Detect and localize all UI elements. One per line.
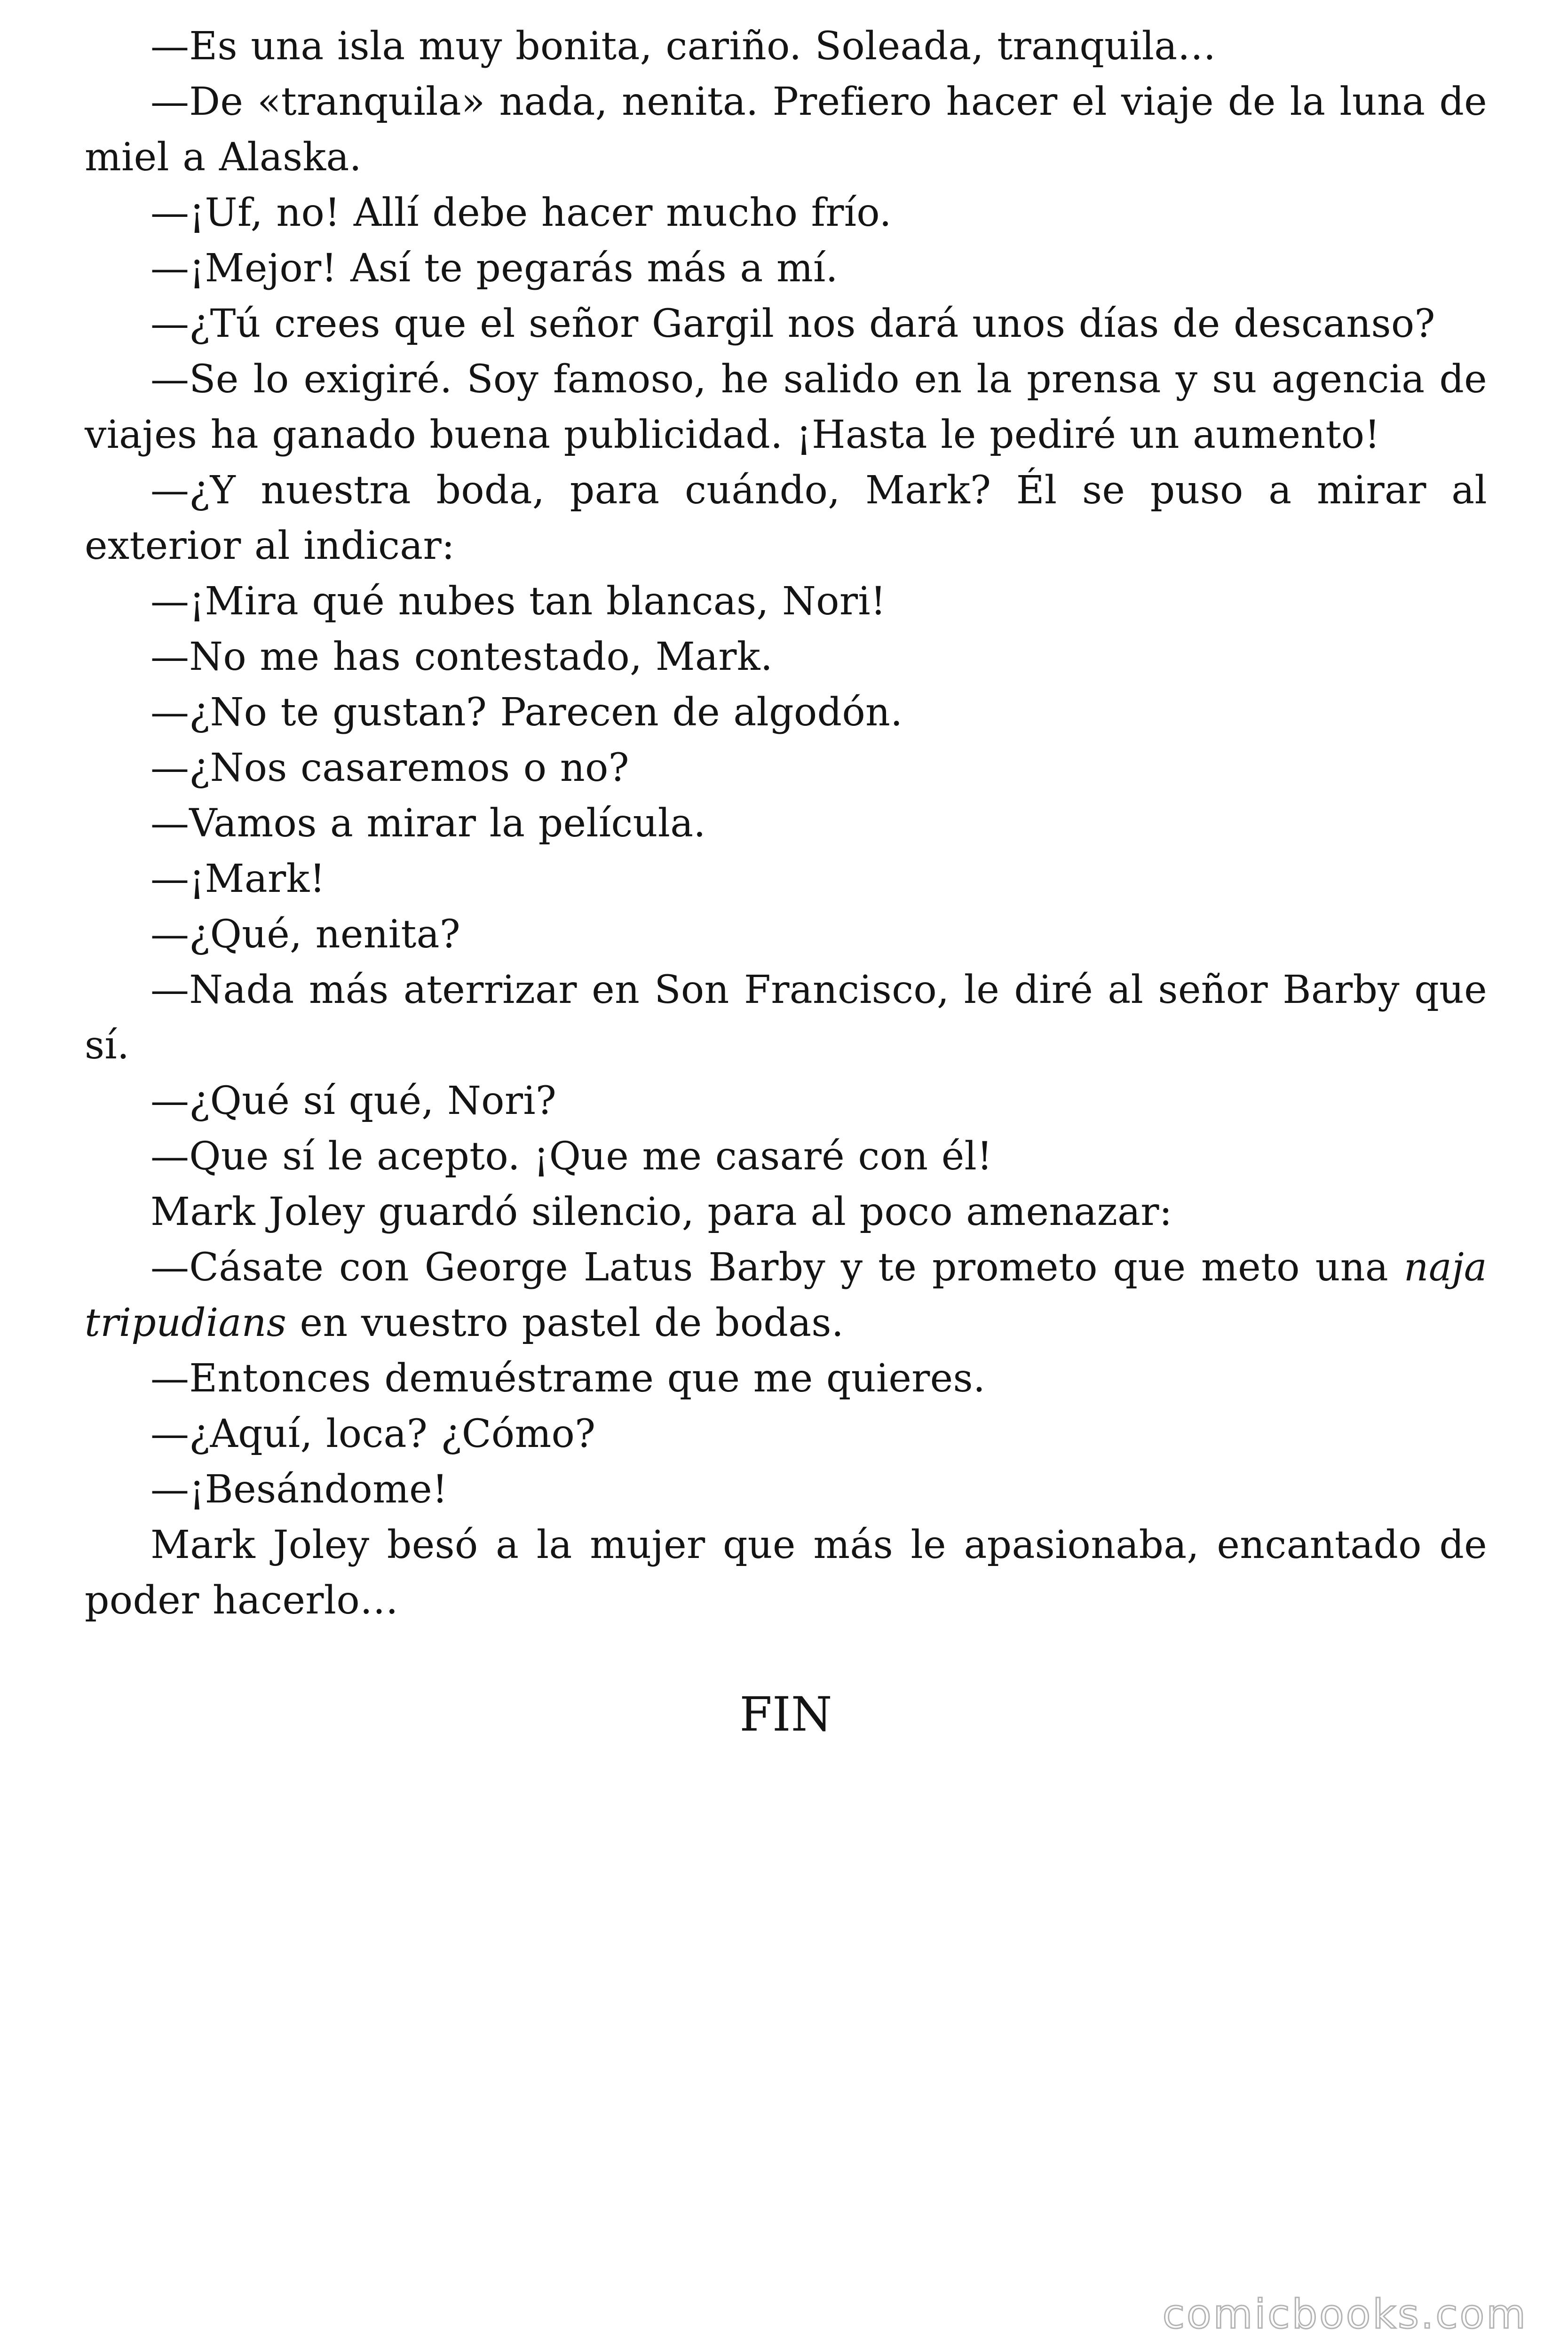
paragraph-2: —De «tranquila» nada, nenita. Prefiero hacer el viaje de la luna de miel a Alaska. — [85, 79, 1487, 180]
paragraph-22: —¡Besándome! — [150, 1467, 448, 1512]
paragraph-8: —¡Mira qué nubes tan blancas, Nori! — [150, 579, 887, 624]
paragraph-4: —¡Mejor! Así te pegarás más a mí. — [150, 246, 838, 291]
paragraph-12: —Vamos a mirar la película. — [150, 801, 706, 846]
paragraph-21: —¿Aquí, loca? ¿Cómo? — [150, 1412, 596, 1456]
paragraph-9: —No me has contestado, Mark. — [150, 635, 773, 679]
paragraph-7: —¿Y nuestra boda, para cuándo, Mark? Él se puso a mirar al exterior al indicar: — [85, 468, 1487, 568]
paragraph-1: —Es una isla muy bonita, cariño. Soleada, tranquila… — [150, 24, 1216, 69]
paragraph-10: —¿No te gustan? Parecen de algodón. — [150, 690, 903, 735]
document-page — [85, 19, 1487, 1745]
paragraph-17: —Que sí le acepto. ¡Que me casaré con él! — [150, 1134, 993, 1179]
paragraph-20: —Entonces demuéstrame que me quieres. — [150, 1356, 986, 1401]
paragraph-19-italic-species: naja tripudians — [85, 1245, 1487, 1345]
paragraph-16: —¿Qué sí qué, Nori? — [150, 1079, 557, 1123]
paragraph-15: —Nada más aterrizar en Son Francisco, le diré al señor Barby que sí. — [85, 968, 1487, 1068]
paragraph-13: —¡Mark! — [150, 857, 325, 901]
paragraph-23: Mark Joley besó a la mujer que más le apasionaba, encantado de poder hacerlo… — [85, 1523, 1487, 1623]
ending-title: FIN — [739, 1687, 832, 1742]
watermark: comicbooks.com — [1162, 2291, 1528, 2338]
paragraph-18: Mark Joley guardó silencio, para al poco amenazar: — [150, 1190, 1172, 1234]
paragraph-19-text-before: —Cásate con George Latus Barby y te prometo que meto una — [150, 1245, 1404, 1290]
paragraph-6: —Se lo exigiré. Soy famoso, he salido en la prensa y su agencia de viajes ha ganado buena publicidad. ¡Hasta le pediré un aumento! — [85, 357, 1487, 457]
paragraph-19 — [85, 1240, 1487, 1351]
paragraph-11: —¿Nos casaremos o no? — [150, 746, 629, 790]
paragraph-5: —¿Tú crees que el señor Gargil nos dará unos días de descanso? — [150, 302, 1435, 346]
paragraph-19-text-after: en vuestro pastel de bodas. — [286, 1301, 844, 1345]
paragraph-14: —¿Qué, nenita? — [150, 912, 461, 957]
paragraph-3: —¡Uf, no! Allí debe hacer mucho frío. — [150, 191, 892, 235]
